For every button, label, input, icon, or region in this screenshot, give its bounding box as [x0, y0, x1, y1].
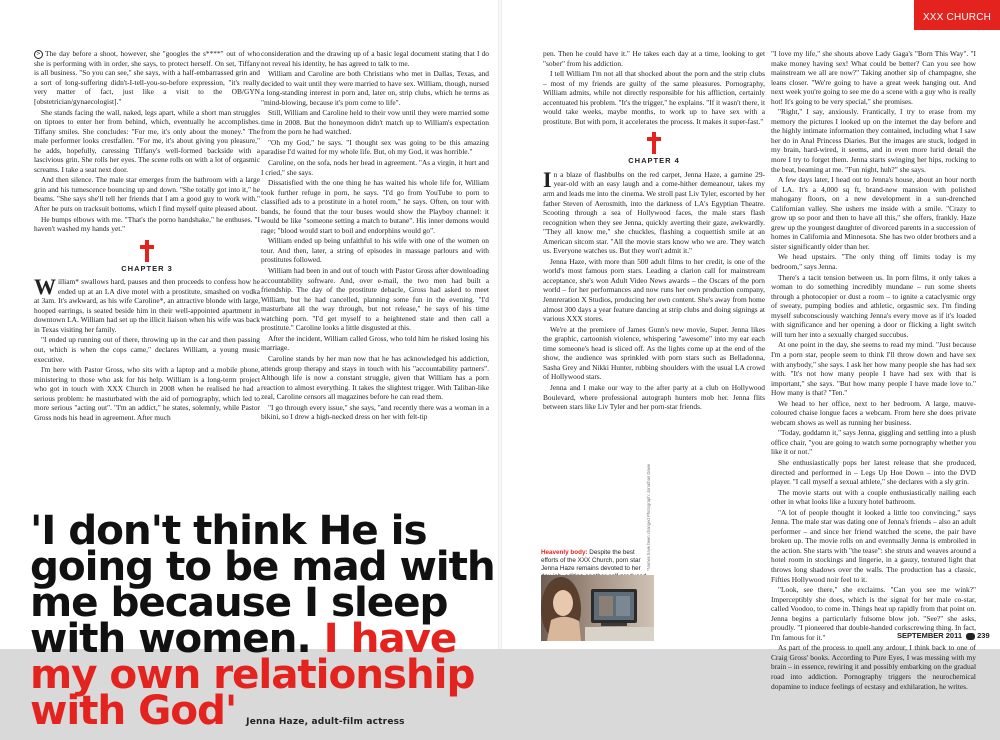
- paragraph-text: illiam* swallows hard, pauses and then proceeds to confess how he ended up at an LA dive motel with a prostitute, smashed on vodka at 3am. It's awkward, as his wife Caroline*, an attractive blonde with large, hooped earrings, is seated beside him in their well-appointed apartment in downtown LA. William had set up the illicit liaison when his wife was back in Texas visiting her family.: [34, 277, 260, 334]
- drop-cap: W: [34, 274, 56, 300]
- paragraph: And then silence. The male star emerges from the bathroom with a large grin and his tumescence bouncing up and down. "She totally got into it," he beams. "She says she'll tell her friends that I am a good guy to work with." After he puts on tracksuit bottoms, which I find myself quite pleased about.: [34, 175, 260, 213]
- paragraph: [543, 166, 765, 256]
- paragraph: "I go through every issue," she says, "and recently there was a woman in a bikini, so I drew a high-necked dress on her with felt-tip: [261, 402, 489, 422]
- paragraph: We head to her office, next to her bedroom. A large, mauve-coloured chaise longue faces a webcam. From here she does private webcam shows as well as running her business.: [771, 398, 976, 427]
- left-column-1: [34, 49, 260, 501]
- paragraph: pen. Then he could have it." He takes each day at a time, looking to get "sober" from his addiction.: [543, 49, 765, 68]
- drop-cap: I: [543, 166, 552, 192]
- paragraph: "I ended up running out of there, throwing up in the car and then passing out, which is when the cops came," declares William, a young music executive.: [34, 335, 260, 364]
- page-footer: [897, 631, 990, 640]
- paragraph: "Look, see there," she exclaims. "Can you see me wink?" Imperceptibly she does, which is the signal for her male co-star, called Voodoo, to come in. Things heat up rapidly from that point on. Jenna begins a particularly fulsome blow job. "See?" she asks, proudly. "I pioneered that double-handed corkscrewing thing. In fact, I'm famous for it.": [771, 585, 976, 642]
- section-tab-label: XXX CHURCH: [922, 12, 992, 23]
- chapter-title: CHAPTER 3: [121, 263, 173, 273]
- chapter-heading: [34, 240, 260, 274]
- paragraph: As part of the process to quell any ardour, I think back to one of Craig Gross' books. According to Pure Eyes, I was messing with my brain – in essence, rewiring it and possibly embarking on the gradual road into addiction. Pornography triggers the neurochemical dopamine to induce feelings of ecstasy and exhilaration, he writes.: [771, 643, 976, 691]
- photo-credit: *Names have been changed Photograph: Jonathan Dawe: [646, 463, 651, 571]
- paragraph: "I love my life," she shouts above Lady Gaga's "Born This Way". "I make money having sex! What could be better? Can you see how mainstream we all are now?" Taking another sip of champagne, she leans closer. "We're going to have a great week hanging out. And next week you're going to see me do a scene with a guy who is really hot! It's going to be very special," she promises.: [771, 49, 976, 106]
- paragraph: He bumps elbows with me. "That's the porno handshake," he enthuses. "I haven't washed my hands yet.": [34, 214, 260, 234]
- paragraph: "Right," I say, anxiously. Frantically, I try to erase from my memory the pictures I looked up on the internet the day before and the highly intimate information they contained, including what I saw her do in Anal Princess Diaries. But the images are stuck, lodged in my brain, hard-wired, it seems, and in even more lurid detail the more I try to forget them. Jenna starts swinging her hips, rocking to the beat, beaming at me. "Fun night, huh?" she says.: [771, 107, 976, 174]
- paragraph: William had been in and out of touch with Pastor Gross after downloading accountability software. And, over e-mail, the two men had built a friendship. The day of the prostitute debacle, Gross had asked to meet William, but he had cancelled, planning some fun in the evening. "I'd masturbate all the way through, but not release," he says of his time watching porn. "I'd get myself to a heightened state and then call a prostitute." Caroline looks a little disgusted at this.: [261, 266, 489, 333]
- chapter-heading: [543, 132, 765, 166]
- paragraph: Jenna Haze, with more than 500 adult films to her credit, is one of the world's most famous porn stars. Leading a clarion call for mainstream acceptance, she's won Adult Video News awards – the Oscars of the porn world – for her performances and now runs her own production company, Jennreration X Studios, producing her own content. She's away from home almost 300 days a year feature dancing at strip clubs and doing signings at various XXX stores.: [543, 256, 765, 324]
- left-column-2: [261, 49, 489, 501]
- paragraph: She enthusiastically pops her latest release that she produced, directed and performed in – Legs Up Hoe Down – into the DVD player. "I call myself a sexual athlete," she declares with a sly grin.: [771, 457, 976, 487]
- paragraph: William and Caroline are both Christians who met in Dallas, Texas, and decided to wait until they were married to have sex. William, though, nursed a long-standing interest in porn and, later on, strip clubs, which he terms as "mind-blowing, because it's porn come to life".: [261, 69, 489, 107]
- paragraph: Jenna and I make our way to the after party at a club on Hollywood Boulevard, where professional autograph hunters mob her. Jenna flits between stars like Liv Tyler and her porn-star friends.: [543, 382, 765, 412]
- paragraph-text: n a blaze of flashbulbs on the red carpet, Jenna Haze, a gamine 29-year-old with an easy laugh and a come-hither demeanour, takes my arm and leads me into the cinema. We stroll past Liv Tyler, escorted by her father Steven of Aerosmith, into the darkness of LA's Egyptian Theatre. Scooting through a sea of Hollywood faces, the male stars flash recognition when they see Jenna, quickly averting their gaze, awkwardly. "They all know me," she chuckles, flashing a coquettish smile at an American sitcom star. "All the movie stars know who we are. They watch us. Everyone watches us. But they won't admit it.": [543, 169, 765, 256]
- paragraph: consideration and the drawing up of a basic legal document stating that I do not reveal his identity, he has agreed to talk to me.: [261, 49, 489, 68]
- paragraph-text: The day before a shoot, however, she "googles the s****" out of who she is performing with in order, she says, to protect herself. On set, Tiffany is all business. "So you can see," she says, with a half-embarrassed grin and a sort of long-suffering didn't-I-tell-you-so-before expression, "it's really very matter of fact, just like a visit to the OB/GYN [obstetrician/gynaecologist].": [34, 49, 260, 106]
- paragraph: "Today, goddamn it," says Jenna, giggling and settling into a plush office chair, "you are going to watch some pornography whether you like it or not.": [771, 428, 976, 457]
- paragraph: After the incident, William called Gross, who told him he risked losing his marriage.: [261, 333, 489, 353]
- paragraph: I tell William I'm not all that shocked about the porn and the strip clubs – most of my friends are guilty of the same pleasures. Pornography, William admits, while not directly responsible for his affliction, certainly accentuated his problem. "It's the trigger," he explains. "If it wasn't there, it would take weeks, maybe months, to work up to have sex with a prostitute. But with porn, it accelerates the process. It makes it super-fast.": [543, 69, 765, 126]
- pull-quote-attribution: Jenna Haze, adult-film actress: [246, 717, 405, 727]
- paragraph: William ended up being unfaithful to his wife with one of the women on tour. And then, later, a string of episodes in massage parlours and with prostitutes followed.: [261, 236, 489, 265]
- caption-text: Despite the best efforts of the XXX Church, porn star Jenna Haze remains devoted to her: [541, 549, 641, 572]
- arrow-circle-icon: >: [34, 50, 43, 59]
- paragraph: "A lot of people thought it looked a little too convincing," says Jenna. The male star was dating one of Jenna's friends – also an adult performer – and since her friend watched the scene, the pair have broken up. The movie rolls on and eventually Jenna is embroiled in the action. She starts with "the tease": she struts and weaves around a hotel room in stockings and lingerie, in a gauzy, textured light that throws long shadows over the walls. The production has a classic, Fifties Hollywood noir feel to it.: [771, 507, 976, 584]
- paragraph: She stands facing the wall, naked, legs apart, while a short man struggles on tiptoes to enter her from behind, which, eventually he accomplishes. Tiffany smiles. She concludes: "For me, it's only about the money." The male performer looks crestfallen. "For me, it's about giving you pleasure," he adds, hopefully, caressing Tiffany's well-formed backside with a lascivious grin. She rolls her eyes. The scene rolls on with a lot of orgasmic screams. I take a seat next door.: [34, 107, 260, 174]
- issue-date: SEPTEMBER 2011: [897, 631, 963, 640]
- caption-lead: Heavenly body:: [541, 549, 588, 556]
- paragraph: At one point in the day, she seems to read my mind. "Just because I'm a porn star, people seem to think I'll throw down and have sex with anybody," she says. I ask her how many people she has had sex with. "It's not how many people I have had sex with that is important," she says. "But how many people I have made love to." How many is that? "Ten.": [771, 340, 976, 398]
- chapter-title: CHAPTER 4: [628, 156, 680, 166]
- paragraph: A few days later, I head out to Jenna's house, about an hour north of LA. It's a 4,000 sq ft, brand-new mansion with polished mahogany floors, on a new development in a sun-drenched Californian valley. She ushers me inside with a smile. "Crazy to grow up so poor and then to have all this," she offers, frankly. Haze grew up the youngest daughter of divorced parents in a succession of homes in California and Minnesota. She has two older brothers and a sister significantly older than her.: [771, 175, 976, 251]
- section-tab: [914, 0, 1000, 30]
- pull-quote-black: 'I don't think He is going to be mad with me because I sleep with women.: [30, 506, 495, 662]
- paragraph: The movie starts out with a couple enthusiastically nailing each other in what looks like a luxury hotel bathroom.: [771, 487, 976, 507]
- red-cross-icon: [140, 240, 154, 262]
- paragraph: Dissatisfied with the one thing he has waited his whole life for, William took further refuge in porn, he says. "I'd go from YouTube to porn to classified ads to a prostitute in a hotel room," he says. Often, on tour with bands, he found that the tour buses would show the Playboy channel: it would be like "someone setting a match to butane". His inner demons would rage; "blood would start to boil and endorphins would go".: [261, 178, 489, 235]
- paragraph: Caroline stands by her man now that he has acknowledged his addiction, attends group therapy and stays in touch with his "accountability partners". Although life is now a constant struggle, given that William has a porn reaction to almost everything. It takes the slightest trigger. With Taliban-like zeal, Caroline censors all magazines before he can read them.: [261, 353, 489, 402]
- paragraph: [34, 274, 260, 334]
- pull-quote-red: I have my own relationship with God': [30, 614, 475, 734]
- jenna-haze-photo: [541, 575, 654, 641]
- gq-logo: [966, 633, 975, 640]
- paragraph: I'm here with Pastor Gross, who sits with a laptop and a mobile phone, ministering to those who ask for his help. William is a long-term project who got in touch with XXX Church in 2008 when he realised he had a serious problem: he masturbated with the aid of pornography, which led to more serious "acting out". "I'm an addict," he states, solemnly, while Pastor Gross nods his head in agreement. After much: [34, 365, 260, 422]
- paragraph: We head upstairs. "The only thing off limits today is my bedroom," says Jenna.: [771, 252, 976, 272]
- paragraph: Caroline, on the sofa, nods her head in agreement. "As a virgin, it hurt and I cried," she says.: [261, 158, 489, 177]
- page-number: 239: [977, 631, 990, 640]
- paragraph: "Oh my God," he says. "I thought sex was going to be this amazing paradise I'd waited for my whole life. But, oh my God, it was horrible.": [261, 137, 489, 157]
- paragraph: [34, 49, 260, 107]
- paragraph: We're at the premiere of James Gunn's new movie, Super. Jenna likes the graphic, cartoonish violence, whispering "awesome" into my ear each time someone's head is sliced off. As the lights come up at the end of the show, the audience was sprinkled with porn stars such as Belladonna, Sasha Grey and Nikki Hunter, rubbing shoulders with the usual LA crowd of Hollywood stars.: [543, 324, 765, 382]
- paragraph: There's a tacit tension between us. In porn films, it only takes a woman to do something incredibly mundane – run some sheets through a photocopier or dust a room – to ignite a cataclysmic orgy of sweaty, pumping bodies and athletic, orgasmic sex. I'm finding myself subconsciously watching Jenna's every move as if it's loaded with significance and her opening a door or flicking a light switch will turn her into a sexually charged succubus.: [771, 272, 976, 339]
- red-cross-icon: [647, 132, 661, 154]
- photo-illustration: [541, 575, 654, 641]
- pull-quote: [30, 506, 510, 740]
- paragraph: Still, William and Caroline held to their vow until they were married some time in 2008. But the honeymoon didn't match up to William's expectation from the porn he had watched.: [261, 108, 489, 137]
- right-column-1: [543, 49, 765, 539]
